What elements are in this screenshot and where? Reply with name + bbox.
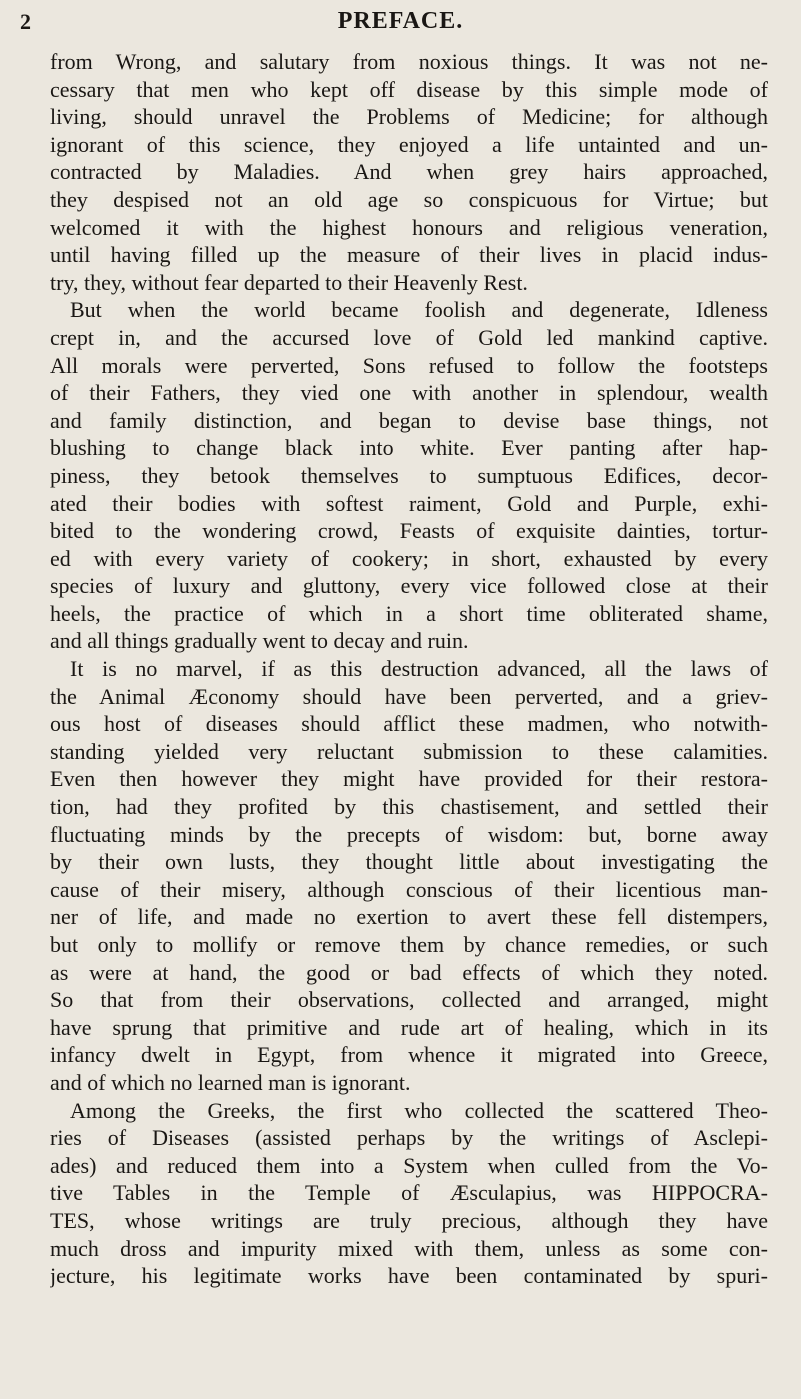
text-line: much dross and impurity mixed with them, unless as some con- [50,1235,768,1261]
text-line: welcomed it with the highest honours and religious veneration, [50,214,768,240]
text-line: of their Fathers, they vied one with another in splendour, wealth [50,380,768,406]
text-line: the Animal Æconomy should have been perverted, and a griev- [50,683,768,709]
text-line: Even then however they might have provided for their restora- [50,766,768,792]
text-line: and of which no learned man is ignorant. [50,1069,411,1095]
text-line: tion, had they profited by this chastisement, and settled their [50,794,768,820]
text-line: So that from their observations, collected and arranged, might [50,987,768,1013]
text-line: cause of their misery, although conscious of their licentious man- [50,876,768,902]
text-line: piness, they betook themselves to sumptuous Edifices, decor- [50,462,768,488]
text-line: tive Tables in the Temple of Æsculapius, was HIPPOCRA- [50,1180,768,1206]
text-line: TES, whose writings are truly precious, although they have [50,1207,768,1233]
text-line: they despised not an old age so conspicuous for Virtue; but [50,186,768,212]
text-line: try, they, without fear departed to their Heavenly Rest. [50,269,528,295]
paragraph-start-line: It is no marvel, if as this destruction advanced, all the laws of [70,656,768,682]
paragraph-start-line: Among the Greeks, the first who collected the scattered Theo- [70,1097,768,1123]
text-line: species of luxury and gluttony, every vice followed close at their [50,573,768,599]
text-line: ous host of diseases should afflict these madmen, who notwith- [50,711,768,737]
text-line: jecture, his legitimate works have been contaminated by spuri- [50,1263,768,1289]
text-line: heels, the practice of which in a short time obliterated shame, [50,600,768,626]
text-line: but only to mollify or remove them by chance remedies, or such [50,932,768,957]
text-line: cessary that men who kept off disease by this simple mode of [50,76,768,102]
text-line: have sprung that primitive and rude art of healing, which in its [50,1014,768,1040]
text-line: and all things gradually went to decay and ruin. [50,628,469,654]
body-text [50,48,768,1290]
page-number: 2 [20,9,31,34]
text-line: ed with every variety of cookery; in short, exhausted by every [50,545,768,571]
running-head: PREFACE. [337,8,464,34]
text-line: ries of Diseases (assisted perhaps by the writings of Asclepi- [50,1125,768,1151]
text-line: as were at hand, the good or bad effects of which they noted. [50,959,768,985]
text-line: fluctuating minds by the precepts of wisdom: but, borne away [50,821,768,847]
text-line: and family distinction, and began to devise base things, not [50,407,768,433]
text-line: ades) and reduced them into a System when culled from the Vo- [50,1152,768,1178]
text-line: until having filled up the measure of their lives in placid indus- [50,242,768,268]
text-line: contracted by Maladies. And when grey hairs approached, [50,159,768,185]
text-line: by their own lusts, they thought little about investigating the [50,849,768,875]
paragraph-start-line: But when the world became foolish and degenerate, Idleness [70,297,768,323]
text-line: living, should unravel the Problems of Medicine; for although [50,104,768,130]
page-header [0,8,801,34]
text-line: ignorant of this science, they enjoyed a life untainted and un- [50,131,768,157]
text-line: blushing to change black into white. Ever panting after hap- [50,435,768,461]
text-line: ner of life, and made no exertion to avert these fell distempers, [50,904,768,930]
text-line: crept in, and the accursed love of Gold led mankind captive. [50,324,768,350]
text-line: from Wrong, and salutary from noxious things. It was not ne- [50,49,768,74]
text-line: All morals were perverted, Sons refused to follow the footsteps [50,352,768,378]
text-line: standing yielded very reluctant submission to these calamities. [50,738,768,764]
text-line: infancy dwelt in Egypt, from whence it migrated into Greece, [50,1042,768,1068]
text-line: bited to the wondering crowd, Feasts of exquisite dainties, tortur- [50,518,768,544]
text-line: ated their bodies with softest raiment, Gold and Purple, exhi- [50,490,768,516]
